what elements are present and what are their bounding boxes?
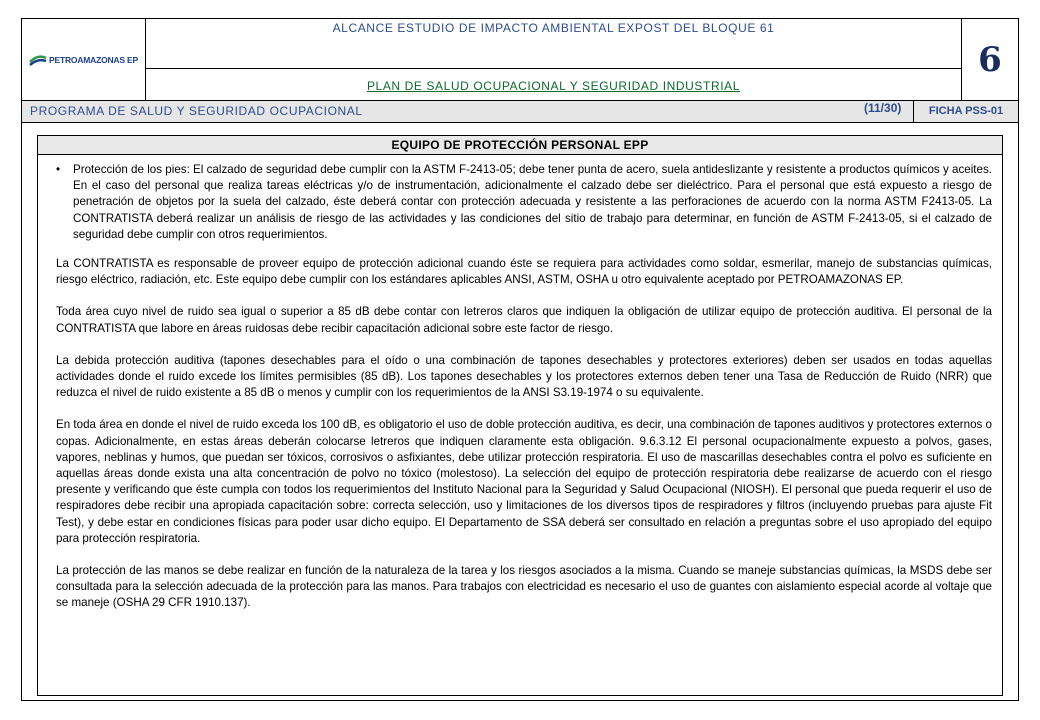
company-logo [29,53,138,67]
paragraph-noise-signage: Toda área cuyo nivel de ruido sea igual o superior a 85 dB debe contar con letreros claros que indiquen la obligación de utilizar equipo de protección auditiva. El personal de la CONTRATISTA que labore en áreas ruidosas debe recibir capacitación adicional sobre este factor de riesgo. [56,305,992,335]
content-heading: EQUIPO DE PROTECCIÓN PERSONAL EPP [38,136,1002,155]
document-page [21,18,1019,701]
ficha-cell [913,101,1018,122]
logo-text: PETROAMAZONAS EP [49,54,138,65]
petroamazonas-logo-icon [29,53,47,67]
document-title-cell [146,19,962,69]
document-title: ALCANCE ESTUDIO DE IMPACTO AMBIENTAL EXPOST DEL BLOQUE 61 [332,21,775,35]
bullet-icon: • [56,163,61,176]
program-title: PROGRAMA DE SALUD Y SEGURIDAD OCUPACIONAL [30,104,363,118]
content-box [37,135,1003,696]
page-counter: (11/30) [864,101,902,115]
paragraph-respiratory-protection: En toda área en donde el nivel de ruido exceda los 100 dB, es obligatorio el uso de doble protección auditiva, es decir, una combinación de tapones auditivos y protectores externos o copas. Adicionalmente, en estas áreas deberán colocarse letreros que indiquen claramente esta obligación. 9.6.3.12 El personal ocupacionalmente expuesto a polvos, gases, vapores, neblinas y humos, que puedan ser tóxicos, corrosivos o asfixiantes, debe utilizar protección respiratoria. El uso de mascarillas desechables contra el polvo es suficiente en aquellas áreas donde exista una alta concentración de polvo no tóxico (molestoso). La selección del equipo de protección respiratoria debe realizarse de acuerdo con el riesgo presente y verificando que éste cumpla con todos los requerimientos del Instituto Nacional para la Seguridad y Salud Ocupacional (NIOSH). El personal que pueda requerir el uso de respiradores debe recibir una apropiada capacitación sobre: correcta selección, uso y limitaciones de los diversos tipos de respiradores y filtros (incluyendo pruebas para ajuste Fit Test), y debe estar en condiciones físicas para poder usar dicho equipo. El Departamento de SSA deberá ser consultado en relación a preguntas sobre el uso apropiado del equipo para protección respiratoria. [56,418,992,545]
section-number-cell [962,19,1018,101]
paragraph-contratista: La CONTRATISTA es responsable de proveer equipo de protección adicional cuando éste se requiera para actividades como soldar, esmerilar, manejo de substancias químicas, riesgo eléctrico, radiación, etc. Este equipo debe cumplir con los estándares aplicables ANSI, ASTM, OSHA u otro equivalente aceptado por PETROAMAZONAS EP. [56,257,992,287]
document-header [22,19,1018,123]
paragraph-hearing-protection: La debida protección auditiva (tapones desechables para el oído o una combinación de tapones desechables y protectores exteriores) deben ser usados en todas aquellas actividades donde el ruido excede los límites permisibles (85 dB). Los tapones desechables y los protectores externos deben tener una Tasa de Reducción de Ruido (NRR) que reduzca el nivel de ruido existente a 85 dB o menos y cumplir con los requerimientos de la ANSI S3.19-1974 o su equivalente. [56,353,992,400]
bullet-text: Protección de los pies: El calzado de seguridad debe cumplir con la ASTM F-2413-05; debe tener punta de acero, suela antideslizante y resistente a productos químicos y aceites. En el caso del personal que realiza tareas eléctricas y/o de instrumentación, adicionalmente el calzado debe ser dieléctrico. Para el personal que está expuesto a riesgo de penetración de objetos por la suela del calzado, éste deberá contar con protección adecuada y resistente a las perforaciones de acuerdo con la norma ASTM F2413-05. La CONTRATISTA deberá realizar un análisis de riesgo de las actividades y las condiciones del sitio de trabajo para determinar, en función de ASTM F-2413-05, si el calzado de seguridad debe cumplir con otros requerimientos. [73,163,992,241]
program-row [22,101,1018,123]
ficha-label: FICHA PSS-01 [928,105,1004,117]
content-body [38,155,1002,612]
document-subtitle: PLAN DE SALUD OCUPACIONAL Y SEGURIDAD INDUSTRIAL [366,79,741,93]
paragraph-hand-protection: La protección de las manos se debe realizar en función de la naturaleza de la tarea y los riesgos asociados a la misma. Cuando se maneje substancias químicas, la MSDS debe ser consultada para la selección adecuada de la protección para las manos. Para trabajos con electricidad es necesario el uso de guantes con aislamiento especial acorde al voltaje que se maneje (OSHA 29 CFR 1910.137). [56,564,992,610]
document-subtitle-cell [146,69,962,101]
section-number-mark: 6 [978,39,1002,80]
bullet-item [56,162,992,243]
logo-cell [22,19,146,101]
